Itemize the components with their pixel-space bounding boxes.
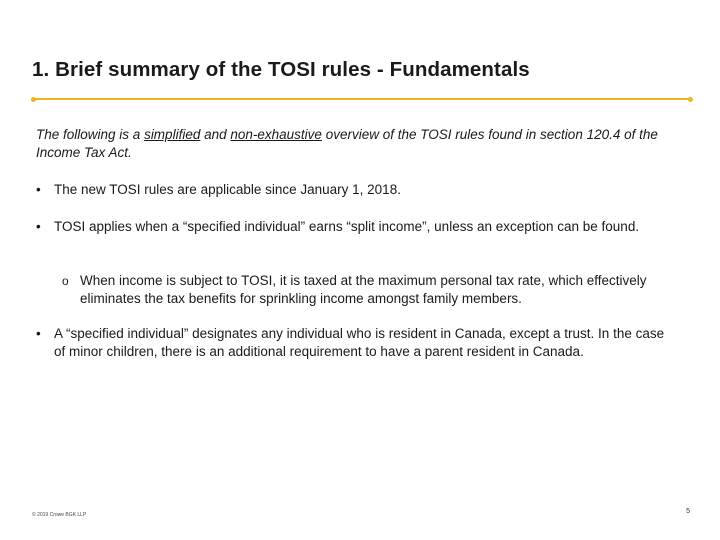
bullet-marker: • xyxy=(36,182,41,197)
bullet-marker: • xyxy=(36,219,41,234)
bullet-item xyxy=(36,218,676,236)
intro-text-2: and xyxy=(200,127,231,142)
intro-paragraph xyxy=(36,126,666,162)
intro-underlined-simplified: simplified xyxy=(144,127,201,142)
bullet-item xyxy=(36,325,676,361)
sub-bullet-text: When income is subject to TOSI, it is taxed at the maximum personal tax rate, which effectively eliminates the tax benefits for sprinkling income amongst family members. xyxy=(80,273,647,306)
bullet-text: TOSI applies when a “specified individual” earns “split income”, unless an exception can be found. xyxy=(54,219,640,234)
intro-text-1: The following is a xyxy=(36,127,145,142)
bullet-text: A “specified individual” designates any individual who is resident in Canada, except a trust. In the case of minor children, there is an additional requirement to have a parent resident in Canada. xyxy=(54,326,665,359)
bullet-text: The new TOSI rules are applicable since January 1, 2018. xyxy=(54,182,401,197)
divider-line xyxy=(33,98,691,100)
sub-bullet-marker: o xyxy=(62,274,69,288)
intro-underlined-non-exhaustive: non-exhaustive xyxy=(230,127,322,142)
intro-text-3: overview of the TOSI rules found in section 120.4 of the Income Tax Act. xyxy=(36,127,658,160)
page-number: 5 xyxy=(686,508,690,515)
divider-dot-right xyxy=(688,97,693,102)
bullet-item xyxy=(36,181,676,199)
bullet-marker: • xyxy=(36,326,41,341)
copyright-footer: © 2019 Crowe BGK LLP xyxy=(32,512,87,518)
title-divider xyxy=(31,98,693,100)
slide-title: 1. Brief summary of the TOSI rules - Fundamentals xyxy=(32,58,530,81)
sub-bullet-item xyxy=(62,272,662,308)
